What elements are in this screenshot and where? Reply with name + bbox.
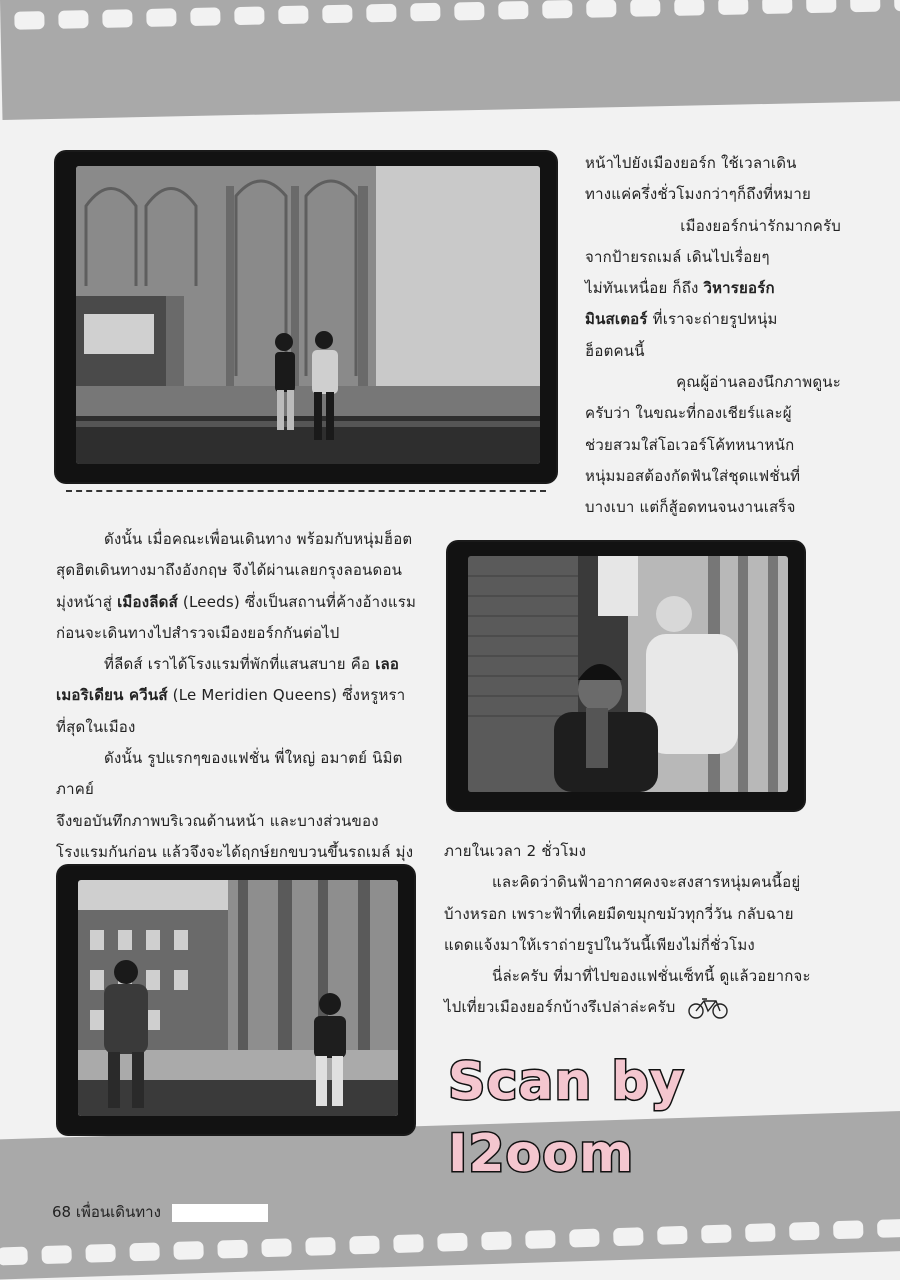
film-hole	[217, 1240, 248, 1259]
photo-makeup-session	[448, 542, 804, 810]
text-line	[56, 680, 428, 711]
film-hole	[129, 1242, 160, 1261]
text-line: หนุ่มมอสต้องกัดฟันใส่ชุดแฟชั่นที่	[585, 466, 801, 485]
film-hole	[234, 6, 264, 25]
text-span: (Leeds) ซึ่งเป็นสถานที่ค้างอ้างแรม	[177, 592, 417, 611]
film-hole	[14, 11, 44, 30]
film-hole	[190, 7, 220, 26]
film-hole	[718, 0, 748, 15]
text-line: แดดแจ้งมาให้เราถ่ายรูปในวันนี้เพียงไม่กี่ชั่วโมง	[444, 935, 755, 954]
hotel-scene	[78, 880, 398, 1116]
film-hole	[173, 1241, 204, 1260]
text-span: ที่ลีดส์ เราได้โรงแรมที่พักที่แสนสบาย คือ	[104, 655, 376, 674]
film-hole	[0, 1247, 28, 1266]
text-line: ฮ็อตคนนี้	[585, 341, 645, 360]
film-hole	[322, 5, 352, 24]
film-hole	[542, 0, 572, 19]
text-line: ช่วยสวมใส่โอเวอร์โค้ทหนาหนัก	[585, 435, 795, 454]
text-line: เมืองยอร์กน่ารักมากครับ	[680, 216, 841, 235]
text-span: ไปเที่ยวเมืองยอร์กบ้างรึเปล่าล่ะครับ	[444, 998, 676, 1017]
text-line: บางเบา แต่ก็สู้อดทนจนงานเสร็จ	[585, 498, 796, 517]
film-hole	[877, 1219, 900, 1238]
film-hole	[894, 0, 900, 11]
film-hole	[410, 3, 440, 22]
film-hole	[261, 1238, 292, 1257]
place-name-bold: เมืองลีดส์	[117, 592, 178, 611]
text-line: บ้างหรอก เพราะฟ้าที่เคยมืดขมุกขมัวทุกวี่วัน กลับฉาย	[444, 904, 794, 923]
text-line: ดังนั้น รูปแรกๆของแฟชั่น พี่ใหญ่ อมาตย์ นิมิตภาคย์	[56, 749, 403, 799]
text-span: มุ่งหน้าสู่	[56, 592, 118, 611]
left-column	[56, 524, 428, 868]
frame-dashed-line	[66, 490, 546, 495]
film-hole	[806, 0, 836, 13]
film-hole	[525, 1230, 556, 1249]
hotel-name-bold: เลอ	[375, 655, 400, 674]
text-span: ไม่ทันเหนื่อย ก็ถึง	[585, 279, 699, 298]
text-line	[585, 273, 841, 304]
photo-cathedral-wall	[56, 152, 556, 482]
film-hole	[393, 1234, 424, 1253]
film-hole	[657, 1226, 688, 1245]
film-hole	[58, 10, 88, 29]
right-column-top	[585, 148, 841, 524]
cathedral-scene	[76, 166, 540, 464]
text-line: สุดฮิตเดินทางมาถึงอังกฤษ จึงได้ผ่านเลยกรุงลอนดอน	[56, 561, 403, 580]
film-hole	[366, 4, 396, 23]
magazine-name: เพื่อนเดินทาง	[75, 1203, 161, 1221]
film-hole	[437, 1233, 468, 1252]
film-hole	[41, 1245, 72, 1264]
page-footer	[52, 1200, 268, 1224]
film-hole	[613, 1227, 644, 1246]
film-hole	[630, 0, 660, 17]
photo-hotel-front	[58, 866, 414, 1134]
film-hole	[745, 1223, 776, 1242]
text-line	[56, 649, 428, 680]
film-hole	[762, 0, 792, 14]
text-line	[585, 304, 841, 335]
film-hole	[498, 1, 528, 20]
text-line	[444, 992, 844, 1023]
footer-blank-box	[172, 1204, 268, 1222]
film-hole	[305, 1237, 336, 1256]
film-hole	[146, 8, 176, 27]
film-hole	[454, 2, 484, 21]
film-hole	[701, 1224, 732, 1243]
film-hole	[349, 1236, 380, 1255]
right-column-bottom	[444, 836, 844, 1024]
text-line: ครับว่า ในขณะที่กองเชียร์และผู้	[585, 404, 792, 423]
text-line	[56, 587, 428, 618]
makeup-scene	[468, 556, 788, 792]
place-name-bold: มินสเตอร์	[585, 310, 648, 329]
text-line: นี่ล่ะครับ ที่มาที่ไปของแฟชั่นเซ็ทนี้ ดูแล้วอยากจะ	[492, 967, 811, 986]
film-hole	[674, 0, 704, 16]
film-hole	[833, 1220, 864, 1239]
film-hole	[789, 1222, 820, 1241]
text-line: ทางแค่ครึ่งชั่วโมงกว่าๆก็ถึงที่หมาย	[585, 185, 811, 204]
scanner-watermark: Scan by I2oom	[448, 1052, 685, 1184]
text-line: ดังนั้น เมื่อคณะเพื่อนเดินทาง พร้อมกับหนุ่มฮ็อต	[104, 530, 413, 548]
film-hole	[850, 0, 880, 12]
text-line: จากป้ายรถเมล์ เดินไปเรื่อยๆ	[585, 247, 770, 266]
text-line: และคิดว่าดินฟ้าอากาศคงจะสงสารหนุ่มคนนี้อยู่	[492, 873, 801, 892]
text-line: จึงขอบันทึกภาพบริเวณด้านหน้า และบางส่วนของ	[56, 811, 379, 830]
text-span: (Le Meridien Queens) ซึ่งหรูหรา	[167, 686, 406, 705]
hotel-name-bold: เมอริเดียน ควีนส์	[56, 686, 168, 705]
page-number: 68	[52, 1203, 72, 1221]
film-strip-top	[0, 0, 900, 120]
film-hole	[569, 1229, 600, 1248]
film-hole	[481, 1231, 512, 1250]
text-line: ภายในเวลา 2 ชั่วโมง	[444, 842, 587, 860]
text-line: โรงแรมกันก่อน แล้วจึงจะได้ฤกษ์ยกขบวนขึ้นรถเมล์ มุ่ง	[56, 842, 414, 861]
text-line: คุณผู้อ่านลองนึกภาพดูนะ	[676, 373, 841, 392]
bicycle-icon	[686, 996, 730, 1020]
text-line: ก่อนจะเดินทางไปสำรวจเมืองยอร์กกันต่อไป	[56, 623, 340, 642]
place-name-bold: วิหารยอร์ก	[703, 279, 775, 298]
text-line: ที่สุดในเมือง	[56, 717, 136, 736]
film-hole	[102, 9, 132, 28]
film-hole	[278, 6, 308, 25]
text-span: ที่เราจะถ่ายรูปหนุ่ม	[647, 310, 778, 329]
film-hole	[586, 0, 616, 18]
text-line: หน้าไปยังเมืองยอร์ก ใช้เวลาเดิน	[585, 154, 797, 172]
